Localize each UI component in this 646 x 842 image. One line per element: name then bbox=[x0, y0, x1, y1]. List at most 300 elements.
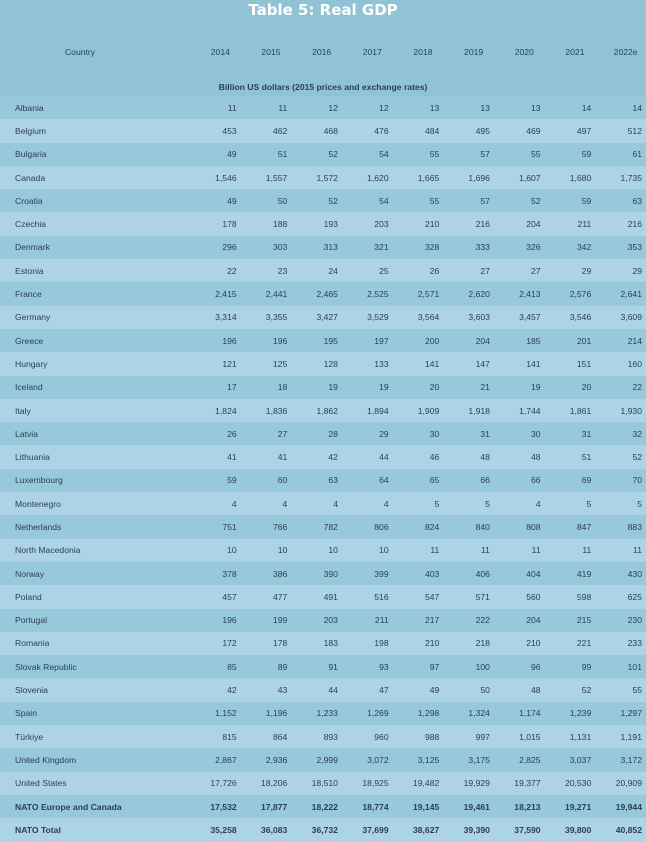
gdp-value-cell: 27 bbox=[443, 259, 494, 282]
gdp-value-cell: 63 bbox=[595, 189, 646, 212]
gdp-value-cell: 453 bbox=[190, 119, 241, 142]
gdp-value-cell: 13 bbox=[443, 96, 494, 119]
gdp-value-cell: 2,525 bbox=[342, 282, 393, 305]
gdp-value-cell: 50 bbox=[443, 678, 494, 701]
gdp-value-cell: 512 bbox=[595, 119, 646, 142]
gdp-value-cell: 5 bbox=[393, 492, 444, 515]
gdp-value-cell: 37,590 bbox=[494, 818, 545, 841]
gdp-value-cell: 11 bbox=[393, 539, 444, 562]
gdp-value-cell: 17,532 bbox=[190, 795, 241, 818]
country-cell: North Macedonia bbox=[0, 539, 190, 562]
gdp-value-cell: 1,269 bbox=[342, 702, 393, 725]
gdp-value-cell: 1,607 bbox=[494, 166, 545, 189]
gdp-value-cell: 3,125 bbox=[393, 748, 444, 771]
gdp-value-cell: 197 bbox=[342, 329, 393, 352]
total-row bbox=[0, 795, 646, 818]
gdp-value-cell: 403 bbox=[393, 562, 444, 585]
gdp-value-cell: 20 bbox=[393, 376, 444, 399]
gdp-value-cell: 17 bbox=[190, 376, 241, 399]
gdp-value-cell: 2,571 bbox=[393, 282, 444, 305]
gdp-value-cell: 5 bbox=[545, 492, 596, 515]
gdp-value-cell: 3,172 bbox=[595, 748, 646, 771]
gdp-value-cell: 52 bbox=[494, 189, 545, 212]
gdp-value-cell: 1,862 bbox=[291, 399, 342, 422]
gdp-value-cell: 172 bbox=[190, 632, 241, 655]
gdp-value-cell: 216 bbox=[443, 212, 494, 235]
gdp-value-cell: 99 bbox=[545, 655, 596, 678]
gdp-value-cell: 491 bbox=[291, 585, 342, 608]
gdp-value-cell: 1,665 bbox=[393, 166, 444, 189]
table-row bbox=[0, 282, 646, 305]
country-cell: Spain bbox=[0, 702, 190, 725]
gdp-value-cell: 32 bbox=[595, 422, 646, 445]
gdp-value-cell: 11 bbox=[190, 96, 241, 119]
gdp-value-cell: 210 bbox=[494, 632, 545, 655]
gdp-value-cell: 1,324 bbox=[443, 702, 494, 725]
gdp-value-cell: 221 bbox=[545, 632, 596, 655]
gdp-value-cell: 20,909 bbox=[595, 772, 646, 795]
gdp-value-cell: 19 bbox=[291, 376, 342, 399]
table-row bbox=[0, 376, 646, 399]
gdp-value-cell: 847 bbox=[545, 515, 596, 538]
country-cell: Bulgaria bbox=[0, 143, 190, 166]
gdp-value-cell: 30 bbox=[393, 422, 444, 445]
country-cell: Czechia bbox=[0, 212, 190, 235]
gdp-value-cell: 54 bbox=[342, 143, 393, 166]
gdp-value-cell: 89 bbox=[241, 655, 292, 678]
year-column-header: 2021 bbox=[565, 47, 585, 57]
gdp-value-cell: 233 bbox=[595, 632, 646, 655]
gdp-value-cell: 125 bbox=[241, 352, 292, 375]
gdp-value-cell: 215 bbox=[545, 609, 596, 632]
gdp-value-cell: 5 bbox=[443, 492, 494, 515]
gdp-value-cell: 516 bbox=[342, 585, 393, 608]
gdp-value-cell: 160 bbox=[595, 352, 646, 375]
gdp-value-cell: 61 bbox=[595, 143, 646, 166]
gdp-value-cell: 57 bbox=[443, 189, 494, 212]
table-row bbox=[0, 259, 646, 282]
table-row bbox=[0, 306, 646, 329]
gdp-value-cell: 59 bbox=[190, 469, 241, 492]
gdp-value-cell: 26 bbox=[393, 259, 444, 282]
gdp-value-cell: 31 bbox=[545, 422, 596, 445]
year-column-header: 2018 bbox=[413, 47, 433, 57]
gdp-value-cell: 48 bbox=[443, 445, 494, 468]
gdp-value-cell: 151 bbox=[545, 352, 596, 375]
gdp-value-cell: 39,390 bbox=[443, 818, 494, 841]
gdp-value-cell: 196 bbox=[190, 609, 241, 632]
gdp-value-cell: 3,314 bbox=[190, 306, 241, 329]
gdp-value-cell: 26 bbox=[190, 422, 241, 445]
gdp-value-cell: 321 bbox=[342, 236, 393, 259]
gdp-value-cell: 64 bbox=[342, 469, 393, 492]
country-cell: Latvia bbox=[0, 422, 190, 445]
gdp-table bbox=[0, 26, 646, 842]
country-cell: Türkiye bbox=[0, 725, 190, 748]
gdp-value-cell: 2,999 bbox=[291, 748, 342, 771]
gdp-value-cell: 477 bbox=[241, 585, 292, 608]
gdp-value-cell: 204 bbox=[494, 212, 545, 235]
gdp-value-cell: 217 bbox=[393, 609, 444, 632]
gdp-value-cell: 1,918 bbox=[443, 399, 494, 422]
gdp-value-cell: 185 bbox=[494, 329, 545, 352]
units-row bbox=[0, 78, 646, 96]
gdp-value-cell: 1,836 bbox=[241, 399, 292, 422]
gdp-value-cell: 1,680 bbox=[545, 166, 596, 189]
gdp-value-cell: 815 bbox=[190, 725, 241, 748]
table-row bbox=[0, 609, 646, 632]
country-cell: Slovenia bbox=[0, 678, 190, 701]
year-column-header: 2014 bbox=[210, 47, 230, 57]
gdp-value-cell: 997 bbox=[443, 725, 494, 748]
year-column-header: 2020 bbox=[514, 47, 534, 57]
gdp-value-cell: 183 bbox=[291, 632, 342, 655]
gdp-value-cell: 13 bbox=[494, 96, 545, 119]
gdp-value-cell: 1,894 bbox=[342, 399, 393, 422]
country-cell: Canada bbox=[0, 166, 190, 189]
gdp-value-cell: 85 bbox=[190, 655, 241, 678]
gdp-value-cell: 342 bbox=[545, 236, 596, 259]
gdp-value-cell: 66 bbox=[443, 469, 494, 492]
gdp-value-cell: 1,861 bbox=[545, 399, 596, 422]
gdp-value-cell: 296 bbox=[190, 236, 241, 259]
gdp-value-cell: 766 bbox=[241, 515, 292, 538]
gdp-value-cell: 4 bbox=[190, 492, 241, 515]
gdp-value-cell: 11 bbox=[241, 96, 292, 119]
gdp-value-cell: 44 bbox=[342, 445, 393, 468]
gdp-value-cell: 4 bbox=[291, 492, 342, 515]
year-column-header: 2017 bbox=[362, 47, 382, 57]
gdp-value-cell: 1,620 bbox=[342, 166, 393, 189]
gdp-value-cell: 883 bbox=[595, 515, 646, 538]
gdp-value-cell: 27 bbox=[494, 259, 545, 282]
gdp-value-cell: 378 bbox=[190, 562, 241, 585]
gdp-value-cell: 41 bbox=[190, 445, 241, 468]
gdp-value-cell: 1,174 bbox=[494, 702, 545, 725]
gdp-value-cell: 203 bbox=[342, 212, 393, 235]
year-column-header: 2016 bbox=[312, 47, 332, 57]
gdp-value-cell: 59 bbox=[545, 189, 596, 212]
gdp-value-cell: 3,175 bbox=[443, 748, 494, 771]
gdp-value-cell: 70 bbox=[595, 469, 646, 492]
gdp-value-cell: 46 bbox=[393, 445, 444, 468]
gdp-value-cell: 198 bbox=[342, 632, 393, 655]
gdp-value-cell: 1,735 bbox=[595, 166, 646, 189]
gdp-value-cell: 96 bbox=[494, 655, 545, 678]
gdp-value-cell: 3,072 bbox=[342, 748, 393, 771]
gdp-value-cell: 42 bbox=[291, 445, 342, 468]
gdp-value-cell: 1,930 bbox=[595, 399, 646, 422]
gdp-value-cell: 60 bbox=[241, 469, 292, 492]
gdp-value-cell: 121 bbox=[190, 352, 241, 375]
gdp-value-cell: 571 bbox=[443, 585, 494, 608]
gdp-value-cell: 17,726 bbox=[190, 772, 241, 795]
gdp-value-cell: 188 bbox=[241, 212, 292, 235]
gdp-value-cell: 51 bbox=[241, 143, 292, 166]
gdp-value-cell: 200 bbox=[393, 329, 444, 352]
gdp-value-cell: 210 bbox=[393, 212, 444, 235]
gdp-value-cell: 54 bbox=[342, 189, 393, 212]
gdp-value-cell: 50 bbox=[241, 189, 292, 212]
gdp-value-cell: 24 bbox=[291, 259, 342, 282]
year-column-header: 2022e bbox=[613, 47, 638, 57]
gdp-value-cell: 47 bbox=[342, 678, 393, 701]
country-cell: Germany bbox=[0, 306, 190, 329]
gdp-value-cell: 808 bbox=[494, 515, 545, 538]
country-cell: Lithuania bbox=[0, 445, 190, 468]
gdp-value-cell: 18,222 bbox=[291, 795, 342, 818]
gdp-value-cell: 1,152 bbox=[190, 702, 241, 725]
gdp-value-cell: 11 bbox=[494, 539, 545, 562]
gdp-value-cell: 13 bbox=[393, 96, 444, 119]
units-caption: Billion US dollars (2015 prices and exchange rates) bbox=[218, 82, 428, 92]
country-column-header: Country bbox=[64, 47, 96, 57]
gdp-value-cell: 49 bbox=[393, 678, 444, 701]
table-row bbox=[0, 725, 646, 748]
gdp-value-cell: 27 bbox=[241, 422, 292, 445]
gdp-value-cell: 547 bbox=[393, 585, 444, 608]
gdp-value-cell: 42 bbox=[190, 678, 241, 701]
gdp-value-cell: 386 bbox=[241, 562, 292, 585]
gdp-value-cell: 303 bbox=[241, 236, 292, 259]
gdp-value-cell: 1,131 bbox=[545, 725, 596, 748]
country-cell: Netherlands bbox=[0, 515, 190, 538]
gdp-value-cell: 2,641 bbox=[595, 282, 646, 305]
table-row bbox=[0, 96, 646, 119]
table-row bbox=[0, 422, 646, 445]
country-cell: United States bbox=[0, 772, 190, 795]
country-cell: Portugal bbox=[0, 609, 190, 632]
gdp-value-cell: 178 bbox=[190, 212, 241, 235]
gdp-value-cell: 31 bbox=[443, 422, 494, 445]
gdp-value-cell: 17,877 bbox=[241, 795, 292, 818]
gdp-value-cell: 2,415 bbox=[190, 282, 241, 305]
gdp-value-cell: 2,465 bbox=[291, 282, 342, 305]
gdp-value-cell: 2,576 bbox=[545, 282, 596, 305]
gdp-value-cell: 49 bbox=[190, 189, 241, 212]
gdp-value-cell: 3,457 bbox=[494, 306, 545, 329]
gdp-value-cell: 147 bbox=[443, 352, 494, 375]
table-row bbox=[0, 655, 646, 678]
gdp-value-cell: 18,213 bbox=[494, 795, 545, 818]
table-row bbox=[0, 748, 646, 771]
table-row bbox=[0, 399, 646, 422]
gdp-value-cell: 178 bbox=[241, 632, 292, 655]
gdp-value-cell: 1,233 bbox=[291, 702, 342, 725]
gdp-value-cell: 2,825 bbox=[494, 748, 545, 771]
gdp-value-cell: 1,191 bbox=[595, 725, 646, 748]
gdp-value-cell: 52 bbox=[545, 678, 596, 701]
gdp-value-cell: 19,145 bbox=[393, 795, 444, 818]
gdp-value-cell: 484 bbox=[393, 119, 444, 142]
gdp-value-cell: 2,867 bbox=[190, 748, 241, 771]
gdp-value-cell: 5 bbox=[595, 492, 646, 515]
gdp-value-cell: 19,271 bbox=[545, 795, 596, 818]
country-cell: Montenegro bbox=[0, 492, 190, 515]
gdp-value-cell: 4 bbox=[342, 492, 393, 515]
gdp-value-cell: 52 bbox=[291, 189, 342, 212]
gdp-value-cell: 4 bbox=[494, 492, 545, 515]
country-cell: NATO Total bbox=[0, 818, 190, 841]
gdp-value-cell: 52 bbox=[291, 143, 342, 166]
gdp-value-cell: 66 bbox=[494, 469, 545, 492]
gdp-value-cell: 19,929 bbox=[443, 772, 494, 795]
gdp-value-cell: 390 bbox=[291, 562, 342, 585]
gdp-value-cell: 19,944 bbox=[595, 795, 646, 818]
gdp-value-cell: 100 bbox=[443, 655, 494, 678]
gdp-value-cell: 48 bbox=[494, 445, 545, 468]
gdp-value-cell: 222 bbox=[443, 609, 494, 632]
table-row bbox=[0, 166, 646, 189]
gdp-value-cell: 29 bbox=[595, 259, 646, 282]
gdp-value-cell: 598 bbox=[545, 585, 596, 608]
country-cell: Poland bbox=[0, 585, 190, 608]
table-row bbox=[0, 469, 646, 492]
gdp-value-cell: 12 bbox=[342, 96, 393, 119]
table-row bbox=[0, 212, 646, 235]
table-row bbox=[0, 772, 646, 795]
gdp-value-cell: 20 bbox=[545, 376, 596, 399]
gdp-value-cell: 468 bbox=[291, 119, 342, 142]
gdp-value-cell: 3,529 bbox=[342, 306, 393, 329]
gdp-value-cell: 23 bbox=[241, 259, 292, 282]
gdp-value-cell: 560 bbox=[494, 585, 545, 608]
gdp-value-cell: 55 bbox=[494, 143, 545, 166]
gdp-value-cell: 210 bbox=[393, 632, 444, 655]
gdp-value-cell: 18,774 bbox=[342, 795, 393, 818]
gdp-value-cell: 214 bbox=[595, 329, 646, 352]
gdp-value-cell: 204 bbox=[443, 329, 494, 352]
gdp-value-cell: 404 bbox=[494, 562, 545, 585]
country-cell: Denmark bbox=[0, 236, 190, 259]
gdp-value-cell: 10 bbox=[190, 539, 241, 562]
gdp-value-cell: 36,732 bbox=[291, 818, 342, 841]
gdp-value-cell: 333 bbox=[443, 236, 494, 259]
gdp-value-cell: 864 bbox=[241, 725, 292, 748]
gdp-value-cell: 63 bbox=[291, 469, 342, 492]
gdp-value-cell: 43 bbox=[241, 678, 292, 701]
gdp-value-cell: 806 bbox=[342, 515, 393, 538]
table-row bbox=[0, 189, 646, 212]
gdp-value-cell: 204 bbox=[494, 609, 545, 632]
gdp-value-cell: 18,925 bbox=[342, 772, 393, 795]
table-title: Table 5: Real GDP bbox=[248, 1, 398, 19]
gdp-value-cell: 476 bbox=[342, 119, 393, 142]
gdp-value-cell: 751 bbox=[190, 515, 241, 538]
gdp-value-cell: 55 bbox=[393, 189, 444, 212]
gdp-value-cell: 37,699 bbox=[342, 818, 393, 841]
gdp-value-cell: 211 bbox=[342, 609, 393, 632]
country-cell: United Kingdom bbox=[0, 748, 190, 771]
gdp-value-cell: 195 bbox=[291, 329, 342, 352]
gdp-value-cell: 1,298 bbox=[393, 702, 444, 725]
gdp-value-cell: 2,620 bbox=[443, 282, 494, 305]
gdp-value-cell: 406 bbox=[443, 562, 494, 585]
gdp-value-cell: 3,427 bbox=[291, 306, 342, 329]
gdp-value-cell: 51 bbox=[545, 445, 596, 468]
gdp-value-cell: 419 bbox=[545, 562, 596, 585]
gdp-value-cell: 91 bbox=[291, 655, 342, 678]
gdp-value-cell: 1,015 bbox=[494, 725, 545, 748]
gdp-value-cell: 69 bbox=[545, 469, 596, 492]
table-row bbox=[0, 539, 646, 562]
gdp-value-cell: 1,297 bbox=[595, 702, 646, 725]
gdp-value-cell: 128 bbox=[291, 352, 342, 375]
gdp-value-cell: 59 bbox=[545, 143, 596, 166]
gdp-value-cell: 988 bbox=[393, 725, 444, 748]
gdp-value-cell: 3,564 bbox=[393, 306, 444, 329]
gdp-value-cell: 3,609 bbox=[595, 306, 646, 329]
gdp-value-cell: 328 bbox=[393, 236, 444, 259]
gdp-value-cell: 1,572 bbox=[291, 166, 342, 189]
gdp-value-cell: 313 bbox=[291, 236, 342, 259]
gdp-value-cell: 11 bbox=[545, 539, 596, 562]
gdp-value-cell: 21 bbox=[443, 376, 494, 399]
table-row bbox=[0, 632, 646, 655]
gdp-table-container bbox=[0, 26, 646, 842]
gdp-value-cell: 48 bbox=[494, 678, 545, 701]
gdp-value-cell: 35,258 bbox=[190, 818, 241, 841]
country-cell: Romania bbox=[0, 632, 190, 655]
gdp-value-cell: 14 bbox=[545, 96, 596, 119]
gdp-value-cell: 824 bbox=[393, 515, 444, 538]
country-cell: Iceland bbox=[0, 376, 190, 399]
gdp-value-cell: 3,546 bbox=[545, 306, 596, 329]
country-cell: Slovak Republic bbox=[0, 655, 190, 678]
gdp-value-cell: 1,909 bbox=[393, 399, 444, 422]
total-row bbox=[0, 818, 646, 841]
country-cell: Croatia bbox=[0, 189, 190, 212]
gdp-value-cell: 1,196 bbox=[241, 702, 292, 725]
gdp-value-cell: 1,239 bbox=[545, 702, 596, 725]
gdp-value-cell: 782 bbox=[291, 515, 342, 538]
gdp-value-cell: 141 bbox=[393, 352, 444, 375]
gdp-value-cell: 353 bbox=[595, 236, 646, 259]
gdp-value-cell: 19 bbox=[494, 376, 545, 399]
header-row bbox=[0, 26, 646, 78]
table-row bbox=[0, 445, 646, 468]
gdp-value-cell: 399 bbox=[342, 562, 393, 585]
table-row bbox=[0, 562, 646, 585]
gdp-value-cell: 55 bbox=[393, 143, 444, 166]
gdp-value-cell: 19,461 bbox=[443, 795, 494, 818]
year-column-header: 2019 bbox=[464, 47, 484, 57]
gdp-value-cell: 18 bbox=[241, 376, 292, 399]
gdp-value-cell: 44 bbox=[291, 678, 342, 701]
table-row bbox=[0, 678, 646, 701]
table-row bbox=[0, 143, 646, 166]
gdp-value-cell: 11 bbox=[595, 539, 646, 562]
gdp-value-cell: 457 bbox=[190, 585, 241, 608]
gdp-value-cell: 133 bbox=[342, 352, 393, 375]
gdp-value-cell: 97 bbox=[393, 655, 444, 678]
gdp-value-cell: 10 bbox=[291, 539, 342, 562]
gdp-value-cell: 840 bbox=[443, 515, 494, 538]
gdp-value-cell: 216 bbox=[595, 212, 646, 235]
gdp-value-cell: 1,824 bbox=[190, 399, 241, 422]
gdp-value-cell: 22 bbox=[595, 376, 646, 399]
table-row bbox=[0, 702, 646, 725]
gdp-value-cell: 29 bbox=[545, 259, 596, 282]
country-cell: Albania bbox=[0, 96, 190, 119]
gdp-value-cell: 2,413 bbox=[494, 282, 545, 305]
country-cell: France bbox=[0, 282, 190, 305]
gdp-value-cell: 1,546 bbox=[190, 166, 241, 189]
table-row bbox=[0, 585, 646, 608]
gdp-value-cell: 4 bbox=[241, 492, 292, 515]
gdp-value-cell: 10 bbox=[241, 539, 292, 562]
gdp-value-cell: 430 bbox=[595, 562, 646, 585]
